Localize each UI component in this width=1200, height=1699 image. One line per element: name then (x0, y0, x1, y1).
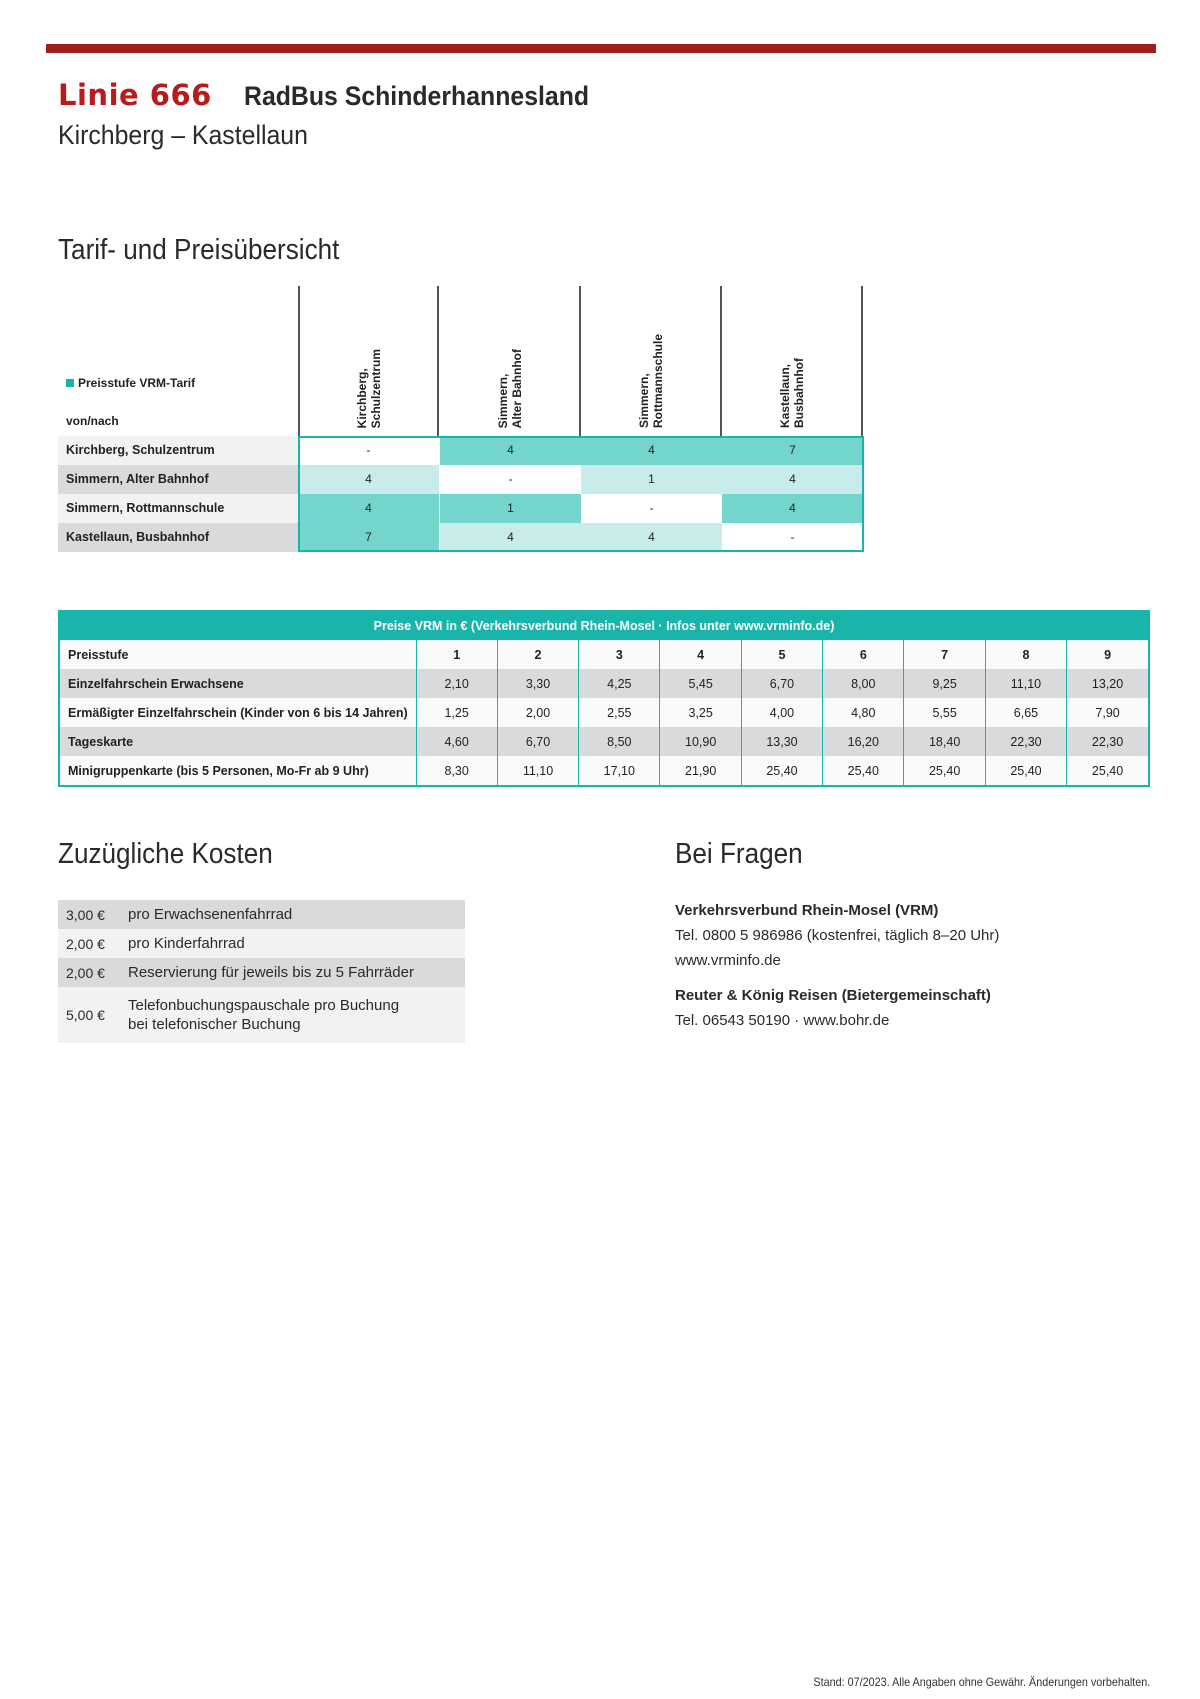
matrix-column-header (440, 286, 581, 436)
matrix-cell: 4 (440, 436, 581, 465)
matrix-column-header (722, 286, 863, 436)
legend-swatch-icon (66, 379, 74, 387)
price-cell: 9,25 (904, 669, 985, 698)
price-cell: 25,40 (823, 756, 904, 785)
price-cell: 21,90 (660, 756, 741, 785)
contact-phone: Tel. 06543 50190 · www.bohr.de (675, 1012, 890, 1029)
matrix-cell: 7 (298, 523, 439, 552)
matrix-row-label: Kirchberg, Schulzentrum (58, 436, 298, 465)
matrix-legend (66, 376, 195, 390)
price-level: 2 (497, 640, 578, 669)
price-level: 6 (823, 640, 904, 669)
cost-amount: 2,00 € (66, 964, 105, 981)
matrix-cell: 4 (298, 465, 439, 494)
price-cell: 10,90 (660, 727, 741, 756)
tariff-matrix (58, 286, 868, 556)
price-cell: 1,25 (416, 698, 497, 727)
matrix-row-label: Kastellaun, Busbahnhof (58, 523, 298, 552)
price-cell: 2,55 (579, 698, 660, 727)
cost-amount: 5,00 € (66, 1007, 105, 1023)
cost-description (128, 905, 465, 924)
line-name: RadBus Schinderhannesland (244, 81, 590, 111)
price-cell: 25,40 (741, 756, 822, 785)
price-cell: 4,60 (416, 727, 497, 756)
cost-text-secondary: bei telefonischer Buchung (128, 1016, 301, 1033)
price-cell: 5,45 (660, 669, 741, 698)
price-cell: 6,70 (497, 727, 578, 756)
matrix-row (58, 436, 863, 465)
matrix-cell: 4 (440, 523, 581, 552)
cost-amount: 3,00 € (66, 906, 105, 923)
header-rule (46, 44, 1156, 53)
price-cell: 8,00 (823, 669, 904, 698)
matrix-row-label: Simmern, Rottmannschule (58, 494, 298, 523)
extra-costs-list (58, 900, 465, 1043)
price-level: 3 (579, 640, 660, 669)
price-cell: 8,50 (579, 727, 660, 756)
price-level: 1 (416, 640, 497, 669)
price-row-label: Einzelfahrschein Erwachsene (68, 676, 244, 691)
price-cell: 3,25 (660, 698, 741, 727)
price-cell: 16,20 (823, 727, 904, 756)
matrix-cell: 7 (722, 436, 863, 465)
tariff-title: Tarif- und Preisübersicht (58, 234, 340, 266)
cost-description (128, 934, 465, 953)
price-row-label: Minigruppenkarte (bis 5 Personen, Mo-Fr ab 9 Uhr) (68, 763, 369, 778)
price-row (60, 727, 1148, 756)
route: Kirchberg – Kastellaun (58, 120, 308, 150)
price-cell: 4,80 (823, 698, 904, 727)
matrix-row (58, 494, 863, 523)
cost-description (128, 996, 465, 1034)
price-row (60, 756, 1148, 785)
price-cell: 2,00 (497, 698, 578, 727)
price-row-label: Ermäßigter Einzelfahrschein (Kinder von 6 bis 14 Jahren) (68, 705, 408, 720)
from-to-label: von/nach (66, 414, 119, 428)
price-row (60, 669, 1148, 698)
contact-phone: Tel. 0800 5 986986 (kostenfrei, täglich 8–20 Uhr) (675, 927, 1000, 944)
cost-text: Reservierung für jeweils bis zu 5 Fahrräder (128, 964, 414, 981)
matrix-cell: - (440, 465, 581, 494)
cost-text: pro Kinderfahrrad (128, 935, 245, 952)
price-cell: 17,10 (579, 756, 660, 785)
price-table (58, 610, 1150, 787)
matrix-column-label: Simmern, Rottmannschule (636, 333, 665, 428)
price-cell: 11,10 (985, 669, 1066, 698)
legend-text: Preisstufe VRM-Tarif (78, 376, 196, 390)
matrix-row (58, 465, 863, 494)
matrix-column-header (581, 286, 722, 436)
price-cell: 25,40 (985, 756, 1066, 785)
header (58, 78, 619, 112)
price-cell: 25,40 (1067, 756, 1148, 785)
cost-text: Telefonbuchungspauschale pro Buchung (128, 997, 400, 1014)
price-cell: 25,40 (904, 756, 985, 785)
contact-org: Reuter & König Reisen (Bietergemeinschaft) (675, 987, 991, 1004)
price-cell: 2,10 (416, 669, 497, 698)
price-cell: 13,20 (1067, 669, 1148, 698)
matrix-column-label: Simmern, Alter Bahnhof (495, 348, 524, 428)
price-cell: 6,65 (985, 698, 1066, 727)
contact-block (675, 898, 999, 1033)
footer-note: Stand: 07/2023. Alle Angaben ohne Gewähr. Änderungen vorbehalten. (813, 1675, 1150, 1689)
cost-amount: 2,00 € (66, 935, 105, 952)
price-level: 9 (1067, 640, 1148, 669)
price-row-label: Tageskarte (68, 734, 134, 749)
contact-org: Verkehrsverbund Rhein-Mosel (VRM) (675, 902, 939, 919)
price-cell: 4,00 (741, 698, 822, 727)
matrix-column-label: Kirchberg, Schulzentrum (354, 348, 383, 428)
matrix-cell: 4 (722, 494, 863, 523)
price-cell: 11,10 (497, 756, 578, 785)
price-level: 5 (741, 640, 822, 669)
contact-title: Bei Fragen (675, 838, 803, 870)
matrix-row-label: Simmern, Alter Bahnhof (58, 465, 298, 494)
matrix-cell: - (581, 494, 722, 523)
price-cell: 3,30 (497, 669, 578, 698)
price-level-header: Preisstufe (68, 647, 129, 662)
cost-text: pro Erwachsenenfahrrad (128, 906, 293, 923)
price-header-row (60, 640, 1148, 669)
price-table-caption: Preise VRM in € (Verkehrsverbund Rhein-Mosel · Infos unter www.vrminfo.de) (60, 612, 1148, 640)
price-level: 8 (985, 640, 1066, 669)
matrix-row (58, 523, 863, 552)
price-cell: 13,30 (741, 727, 822, 756)
matrix-cell: 1 (440, 494, 581, 523)
price-cell: 8,30 (416, 756, 497, 785)
price-level: 4 (660, 640, 741, 669)
cost-row (58, 987, 465, 1043)
cost-row (58, 900, 465, 929)
matrix-cell: - (298, 436, 439, 465)
price-cell: 22,30 (985, 727, 1066, 756)
cost-row (58, 958, 465, 987)
matrix-cell: - (722, 523, 863, 552)
cost-description (128, 963, 465, 982)
matrix-cell: 4 (298, 494, 439, 523)
line-number: Linie 666 (58, 78, 212, 112)
price-cell: 6,70 (741, 669, 822, 698)
price-cell: 22,30 (1067, 727, 1148, 756)
price-cell: 4,25 (579, 669, 660, 698)
matrix-column-label: Kastellaun, Busbahnhof (777, 358, 806, 428)
matrix-column-header (298, 286, 439, 436)
price-level: 7 (904, 640, 985, 669)
matrix-cell: 4 (581, 523, 722, 552)
price-row (60, 698, 1148, 727)
cost-row (58, 929, 465, 958)
costs-title: Zuzügliche Kosten (58, 838, 273, 870)
price-cell: 7,90 (1067, 698, 1148, 727)
price-cell: 18,40 (904, 727, 985, 756)
price-cell: 5,55 (904, 698, 985, 727)
matrix-cell: 4 (581, 436, 722, 465)
matrix-cell: 4 (722, 465, 863, 494)
matrix-cell: 1 (581, 465, 722, 494)
contact-website[interactable]: www.vrminfo.de (675, 952, 781, 969)
